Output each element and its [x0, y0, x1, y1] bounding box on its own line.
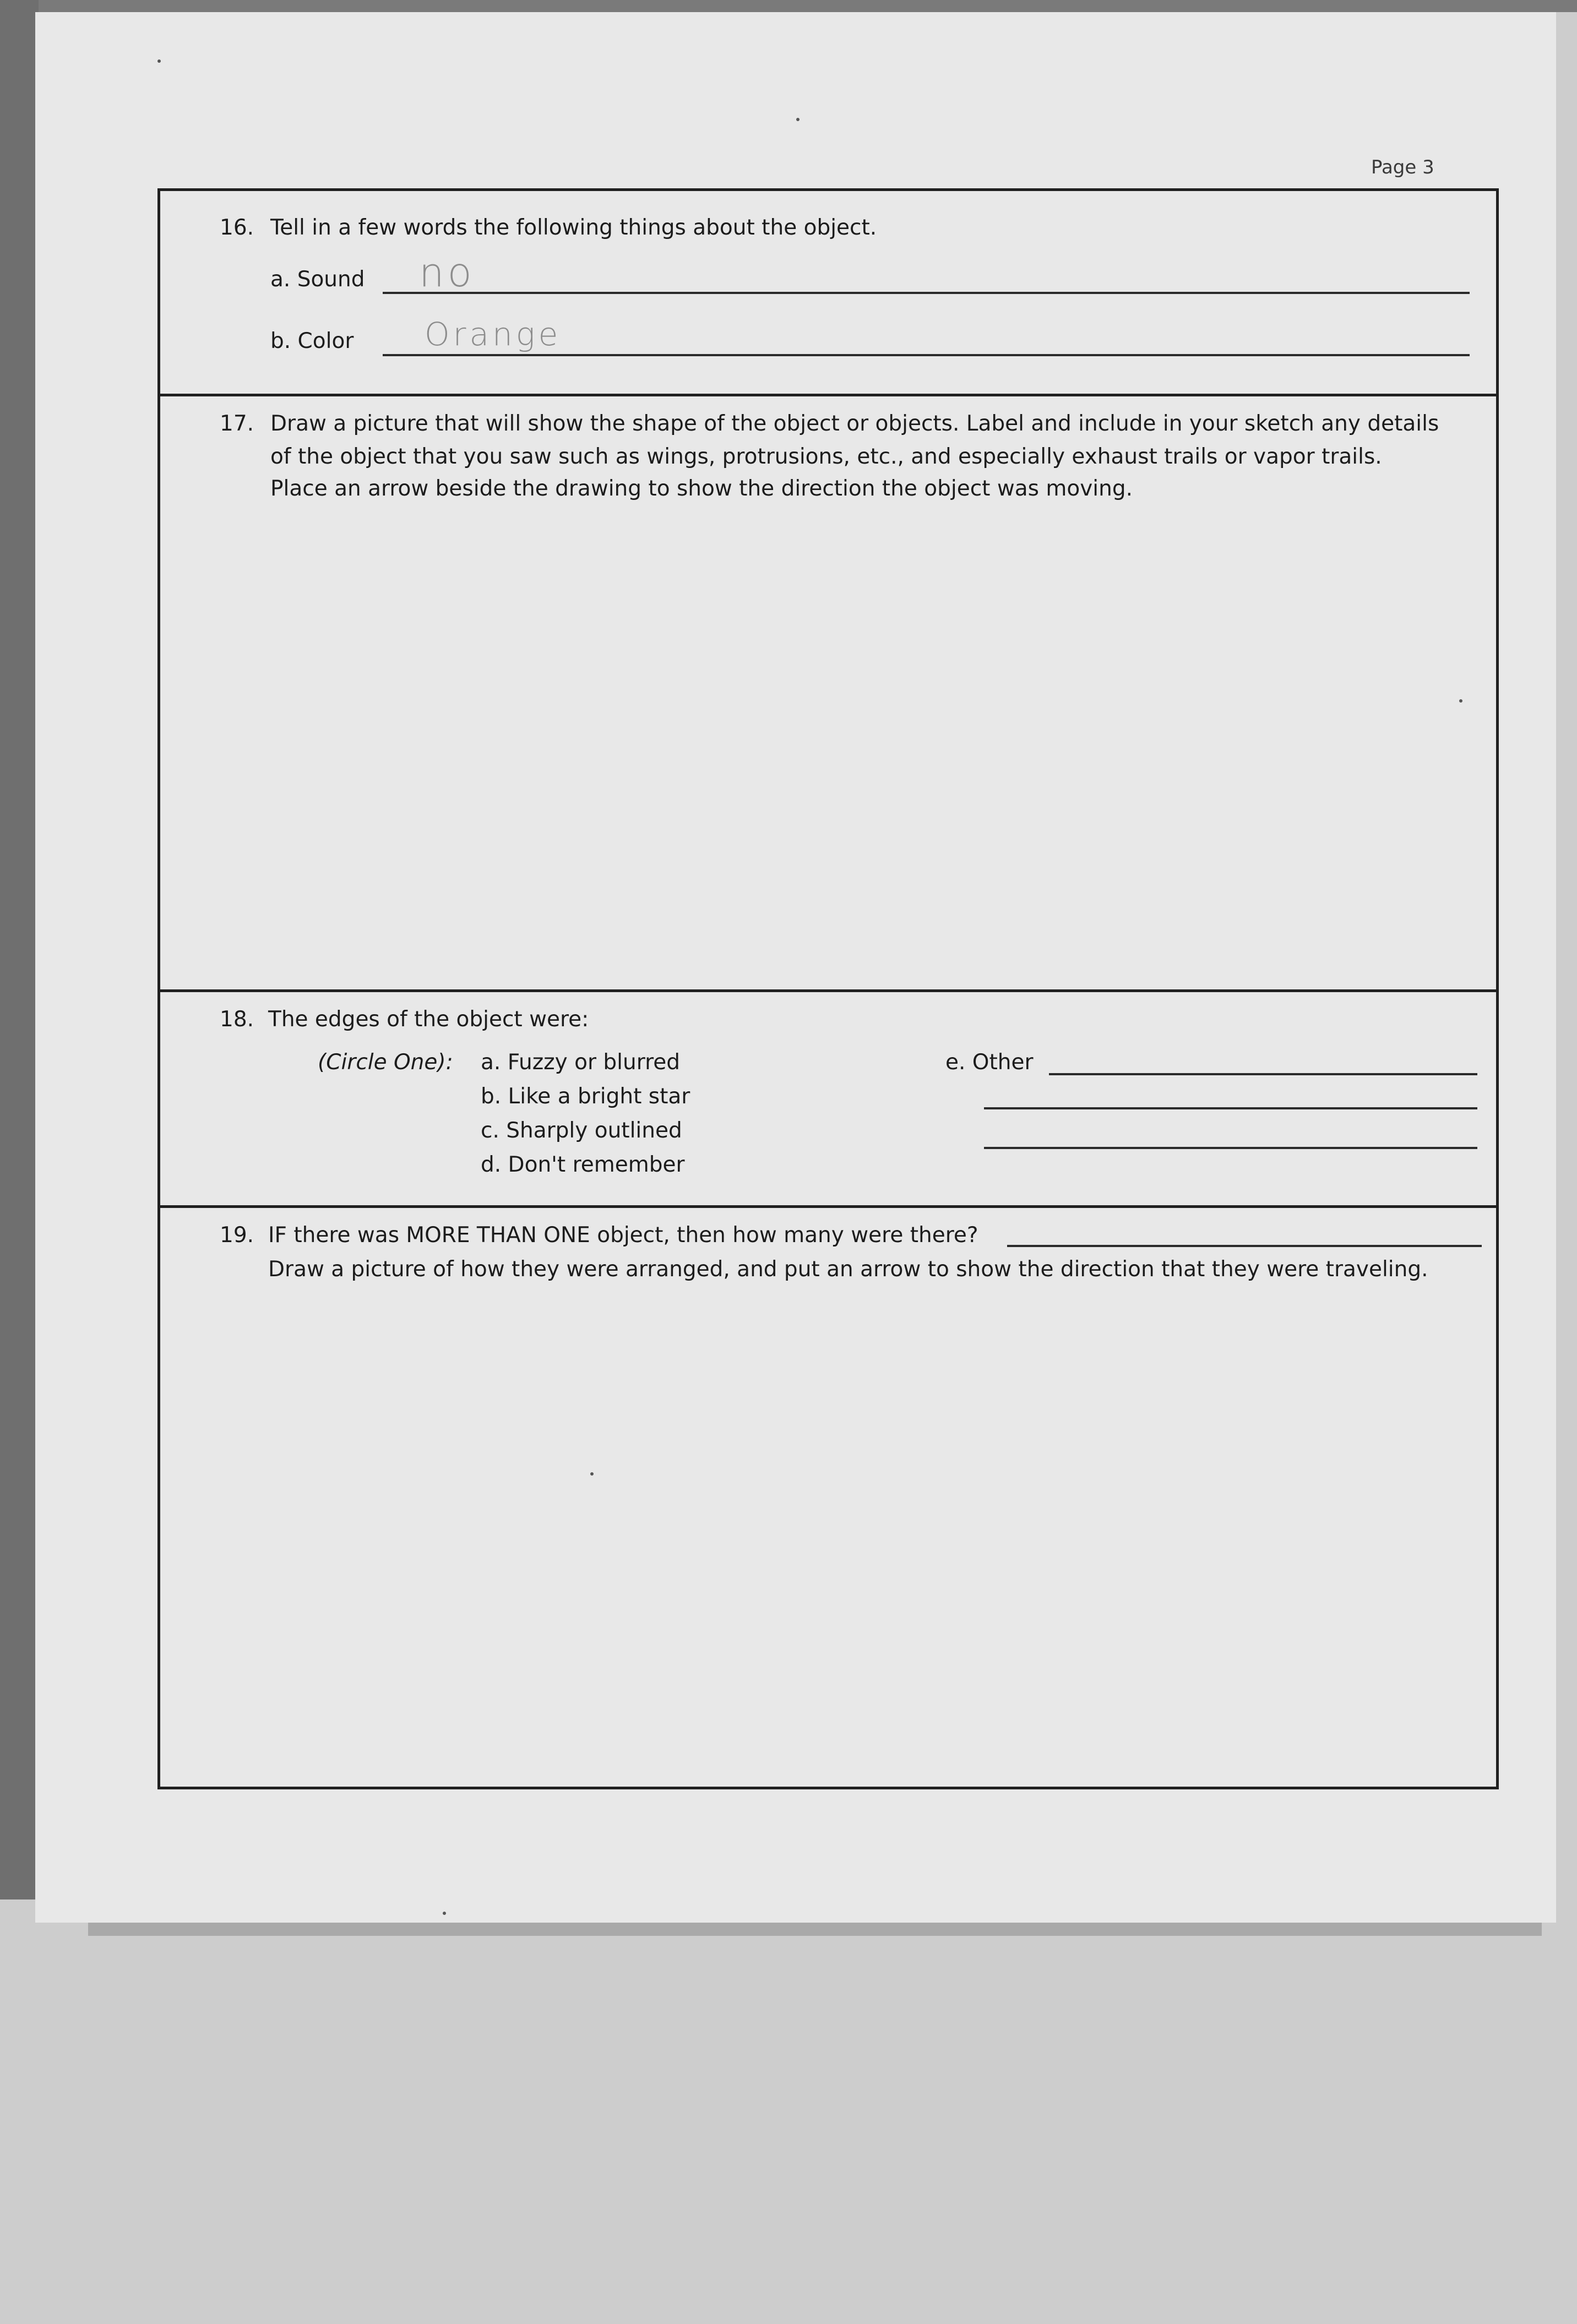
q17-drawing-area[interactable]: [166, 521, 1487, 984]
q19-line-1: IF there was MORE THAN ONE object, then how many were there?: [268, 1223, 978, 1248]
q18-other-label: e. Other: [945, 1050, 1034, 1075]
q17-line-1: Draw a picture that will show the shape of the object or objects. Label and include in your sketch any details: [270, 411, 1439, 436]
q17-line-3: Place an arrow beside the drawing to show the direction the object was moving.: [270, 476, 1133, 501]
scan-left-edge: [0, 0, 39, 1900]
q19-count-field[interactable]: [1007, 1245, 1482, 1247]
q16-sound-answer: no: [419, 249, 475, 296]
q17-line-2: of the object that you saw such as wings, protrusions, etc., and especially exhaust trails or vapor trails.: [270, 444, 1382, 469]
q18-option-b[interactable]: b. Like a bright star: [481, 1084, 690, 1109]
q16-number: 16.: [220, 215, 254, 240]
page-number: Page 3: [1371, 156, 1434, 178]
q18-prompt: The edges of the object were:: [268, 1007, 589, 1032]
divider-17-18: [160, 989, 1496, 992]
q18-option-d[interactable]: d. Don't remember: [481, 1152, 685, 1177]
q16-prompt: Tell in a few words the following things about the object.: [270, 215, 877, 240]
q16-sound-field[interactable]: [383, 292, 1470, 294]
q18-option-c[interactable]: c. Sharply outlined: [481, 1118, 682, 1143]
q18-option-a[interactable]: a. Fuzzy or blurred: [481, 1050, 681, 1075]
scan-speck: [1459, 699, 1462, 703]
scan-speck: [590, 1472, 594, 1476]
questionnaire-form: [157, 188, 1499, 1789]
q16-color-label: b. Color: [270, 329, 354, 353]
q19-drawing-area[interactable]: [166, 1303, 1487, 1777]
q16-sound-label: a. Sound: [270, 267, 365, 292]
q17-number: 17.: [220, 411, 254, 436]
scan-top-edge: [0, 0, 1577, 12]
divider-16-17: [160, 394, 1496, 396]
divider-18-19: [160, 1205, 1496, 1208]
q19-number: 19.: [220, 1223, 254, 1248]
q16-color-answer: Orange: [425, 315, 562, 353]
scan-speck: [443, 1912, 446, 1915]
q18-other-field-3[interactable]: [984, 1147, 1477, 1149]
q16-color-field[interactable]: [383, 354, 1470, 356]
scan-speck: [796, 118, 800, 121]
q19-line-2: Draw a picture of how they were arranged, and put an arrow to show the direction that they were traveling.: [268, 1257, 1428, 1282]
q18-instruction: (Circle One):: [318, 1050, 453, 1075]
q18-number: 18.: [220, 1007, 254, 1032]
q18-other-field-1[interactable]: [1049, 1073, 1477, 1075]
q18-other-field-2[interactable]: [984, 1107, 1477, 1109]
scan-speck: [157, 59, 161, 63]
